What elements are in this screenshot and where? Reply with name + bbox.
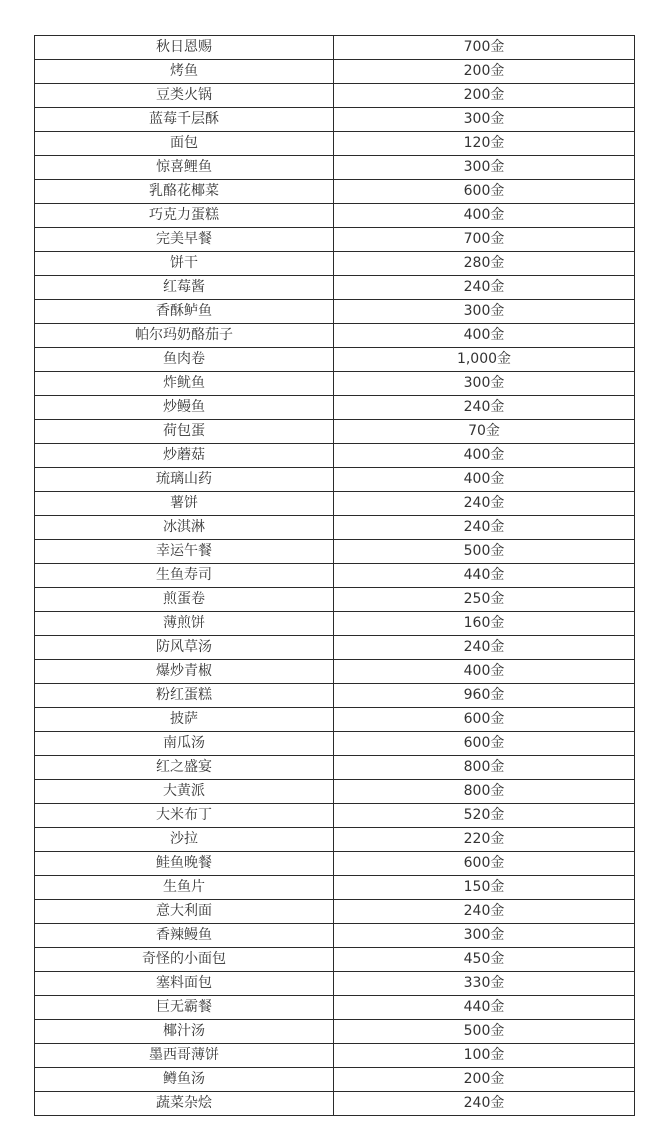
dish-name-cell: 香辣鳗鱼 [35,924,334,948]
table-row [35,252,635,276]
dish-name-cell: 红之盛宴 [35,756,334,780]
dish-price-cell: 240金 [334,492,635,516]
dish-price-cell: 600金 [334,852,635,876]
dish-name-cell: 椰汁汤 [35,1020,334,1044]
dish-price-cell: 200金 [334,1068,635,1092]
dish-name-cell: 爆炒青椒 [35,660,334,684]
dish-name-cell: 薯饼 [35,492,334,516]
dish-name-cell: 秋日恩赐 [35,36,334,60]
dish-price-cell: 600金 [334,180,635,204]
dish-price-cell: 300金 [334,372,635,396]
table-row [35,924,635,948]
table-row [35,852,635,876]
dish-name-cell: 炒蘑菇 [35,444,334,468]
dish-name-cell: 面包 [35,132,334,156]
table-row [35,996,635,1020]
dish-price-cell: 300金 [334,300,635,324]
table-row [35,348,635,372]
dish-price-cell: 100金 [334,1044,635,1068]
dish-price-cell: 440金 [334,996,635,1020]
table-row [35,444,635,468]
dish-price-cell: 220金 [334,828,635,852]
table-row [35,516,635,540]
table-row [35,876,635,900]
dish-name-cell: 烤鱼 [35,60,334,84]
dish-price-cell: 300金 [334,924,635,948]
dish-price-cell: 250金 [334,588,635,612]
table-row [35,228,635,252]
dish-price-cell: 600金 [334,708,635,732]
table-row [35,108,635,132]
dish-name-cell: 帕尔玛奶酪茄子 [35,324,334,348]
table-row [35,36,635,60]
dish-price-cell: 400金 [334,660,635,684]
dish-price-cell: 800金 [334,780,635,804]
dish-name-cell: 鱼肉卷 [35,348,334,372]
table-row [35,900,635,924]
dish-price-cell: 200金 [334,60,635,84]
dish-price-cell: 300金 [334,156,635,180]
price-table [34,35,635,1116]
dish-name-cell: 巨无霸餐 [35,996,334,1020]
dish-price-cell: 440金 [334,564,635,588]
table-row [35,180,635,204]
dish-name-cell: 饼干 [35,252,334,276]
dish-name-cell: 披萨 [35,708,334,732]
dish-price-cell: 400金 [334,324,635,348]
dish-price-cell: 240金 [334,516,635,540]
table-row [35,972,635,996]
dish-name-cell: 荷包蛋 [35,420,334,444]
dish-price-cell: 240金 [334,396,635,420]
dish-name-cell: 南瓜汤 [35,732,334,756]
dish-price-cell: 600金 [334,732,635,756]
table-row [35,948,635,972]
table-row [35,156,635,180]
table-row [35,60,635,84]
dish-price-cell: 200金 [334,84,635,108]
dish-price-cell: 960金 [334,684,635,708]
dish-name-cell: 生鱼寿司 [35,564,334,588]
dish-price-cell: 240金 [334,900,635,924]
dish-name-cell: 生鱼片 [35,876,334,900]
dish-name-cell: 幸运午餐 [35,540,334,564]
dish-name-cell: 红莓酱 [35,276,334,300]
table-row [35,660,635,684]
table-row [35,324,635,348]
table-row [35,492,635,516]
table-row [35,684,635,708]
table-row [35,732,635,756]
dish-name-cell: 巧克力蛋糕 [35,204,334,228]
table-row [35,1020,635,1044]
dish-name-cell: 防风草汤 [35,636,334,660]
table-row [35,636,635,660]
dish-price-cell: 700金 [334,228,635,252]
table-row [35,1068,635,1092]
dish-name-cell: 蔬菜杂烩 [35,1092,334,1116]
dish-name-cell: 乳酪花椰菜 [35,180,334,204]
dish-name-cell: 墨西哥薄饼 [35,1044,334,1068]
table-row [35,372,635,396]
dish-price-cell: 160金 [334,612,635,636]
table-row [35,828,635,852]
table-row [35,588,635,612]
table-row [35,708,635,732]
table-row [35,132,635,156]
dish-name-cell: 琉璃山药 [35,468,334,492]
dish-price-cell: 800金 [334,756,635,780]
dish-price-cell: 150金 [334,876,635,900]
table-row [35,276,635,300]
dish-price-cell: 400金 [334,444,635,468]
dish-price-cell: 240金 [334,636,635,660]
dish-price-cell: 520金 [334,804,635,828]
dish-name-cell: 冰淇淋 [35,516,334,540]
table-row [35,204,635,228]
dish-name-cell: 蓝莓千层酥 [35,108,334,132]
table-row [35,540,635,564]
dish-name-cell: 大米布丁 [35,804,334,828]
dish-name-cell: 沙拉 [35,828,334,852]
dish-name-cell: 豆类火锅 [35,84,334,108]
dish-price-cell: 70金 [334,420,635,444]
dish-price-cell: 400金 [334,204,635,228]
dish-price-cell: 400金 [334,468,635,492]
dish-price-cell: 700金 [334,36,635,60]
dish-name-cell: 惊喜鲤鱼 [35,156,334,180]
dish-price-cell: 280金 [334,252,635,276]
dish-name-cell: 粉红蛋糕 [35,684,334,708]
dish-name-cell: 香酥鲈鱼 [35,300,334,324]
table-row [35,420,635,444]
dish-price-cell: 300金 [334,108,635,132]
dish-name-cell: 煎蛋卷 [35,588,334,612]
dish-name-cell: 薄煎饼 [35,612,334,636]
dish-price-cell: 500金 [334,1020,635,1044]
dish-price-cell: 1,000金 [334,348,635,372]
dish-name-cell: 炒鳗鱼 [35,396,334,420]
dish-name-cell: 鳟鱼汤 [35,1068,334,1092]
dish-name-cell: 完美早餐 [35,228,334,252]
table-row [35,804,635,828]
dish-price-cell: 240金 [334,276,635,300]
dish-price-cell: 330金 [334,972,635,996]
dish-name-cell: 鲑鱼晚餐 [35,852,334,876]
dish-name-cell: 大黄派 [35,780,334,804]
table-row [35,396,635,420]
table-row [35,1044,635,1068]
table-row [35,564,635,588]
price-table-body [35,36,635,1116]
table-row [35,84,635,108]
table-row [35,1092,635,1116]
table-row [35,468,635,492]
dish-price-cell: 450金 [334,948,635,972]
dish-name-cell: 奇怪的小面包 [35,948,334,972]
dish-name-cell: 塞料面包 [35,972,334,996]
table-row [35,780,635,804]
dish-name-cell: 炸鱿鱼 [35,372,334,396]
table-row [35,612,635,636]
dish-price-cell: 500金 [334,540,635,564]
table-row [35,300,635,324]
table-row [35,756,635,780]
dish-price-cell: 240金 [334,1092,635,1116]
dish-name-cell: 意大利面 [35,900,334,924]
dish-price-cell: 120金 [334,132,635,156]
